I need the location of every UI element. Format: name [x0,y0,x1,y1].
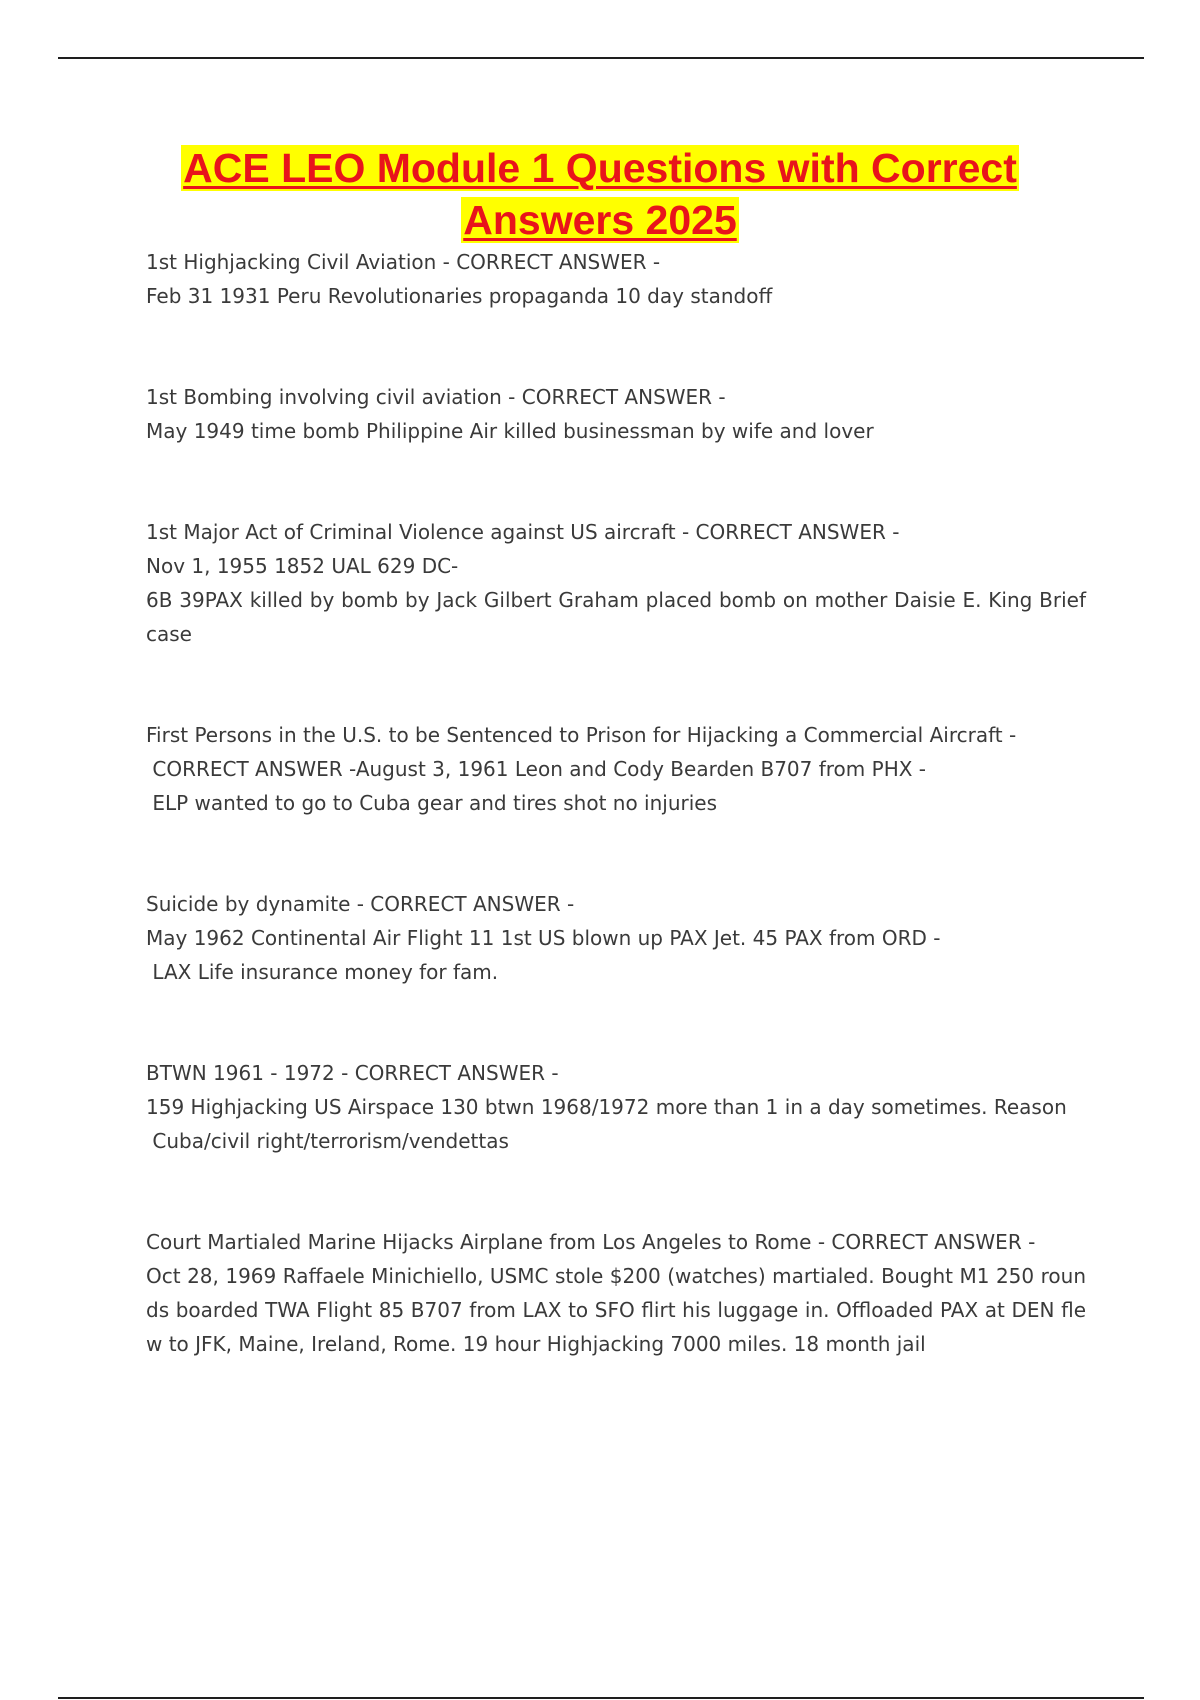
question-text: 1st Bombing involving civil aviation - CORRECT ANSWER - [146,385,726,409]
answer-text: May 1962 Continental Air Flight 11 1st US blown up PAX Jet. 45 PAX from ORD - LAX Life insurance money for fam. [146,926,941,984]
qa-item [146,1056,1086,1158]
question-text: 1st Highjacking Civil Aviation - CORRECT ANSWER - [146,250,661,274]
qa-item [146,245,1086,313]
answer-text: 159 Highjacking US Airspace 130 btwn 1968/1972 more than 1 in a day sometimes. Reason Cuba/civil right/terrorism/vendettas [146,1095,1067,1153]
qa-item [146,1225,1086,1361]
document-title [100,142,1100,246]
question-text: First Persons in the U.S. to be Sentenced to Prison for Hijacking a Commercial Aircraft - [146,723,1017,747]
question-text: Court Martialed Marine Hijacks Airplane from Los Angeles to Rome - CORRECT ANSWER - [146,1230,1036,1254]
question-text: Suicide by dynamite - CORRECT ANSWER - [146,892,575,916]
answer-text: Nov 1, 1955 1852 UAL 629 DC- 6B 39PAX killed by bomb by Jack Gilbert Graham placed bomb on mother Daisie E. King Briefcase [146,554,1086,646]
qa-list [146,245,1086,1428]
answer-text: CORRECT ANSWER -August 3, 1961 Leon and Cody Bearden B707 from PHX - ELP wanted to go to Cuba gear and tires shot no injuries [152,757,927,815]
qa-item [146,887,1086,989]
title-line-2: Answers 2025 [463,197,737,243]
footer-rule [58,1697,1144,1699]
qa-item [146,515,1086,651]
qa-item [146,380,1086,448]
question-text: BTWN 1961 - 1972 - CORRECT ANSWER - [146,1061,559,1085]
qa-item [146,718,1086,820]
question-text: 1st Major Act of Criminal Violence against US aircraft - CORRECT ANSWER - [146,520,900,544]
title-line-1: ACE LEO Module 1 Questions with Correct [183,145,1017,191]
answer-text: Feb 31 1931 Peru Revolutionaries propaganda 10 day standoff [146,284,773,308]
header-rule [58,57,1144,59]
answer-text: Oct 28, 1969 Raffaele Minichiello, USMC stole $200 (watches) martialed. Bought M1 250 rounds boarded TWA Flight 85 B707 from LAX to SFO flirt his luggage in. Offloaded PAX at DEN flew to JFK, Maine, Ireland, Rome. 19 hour Highjacking 7000 miles. 18 month jail [146,1264,1086,1356]
answer-text: May 1949 time bomb Philippine Air killed businessman by wife and lover [146,419,874,443]
